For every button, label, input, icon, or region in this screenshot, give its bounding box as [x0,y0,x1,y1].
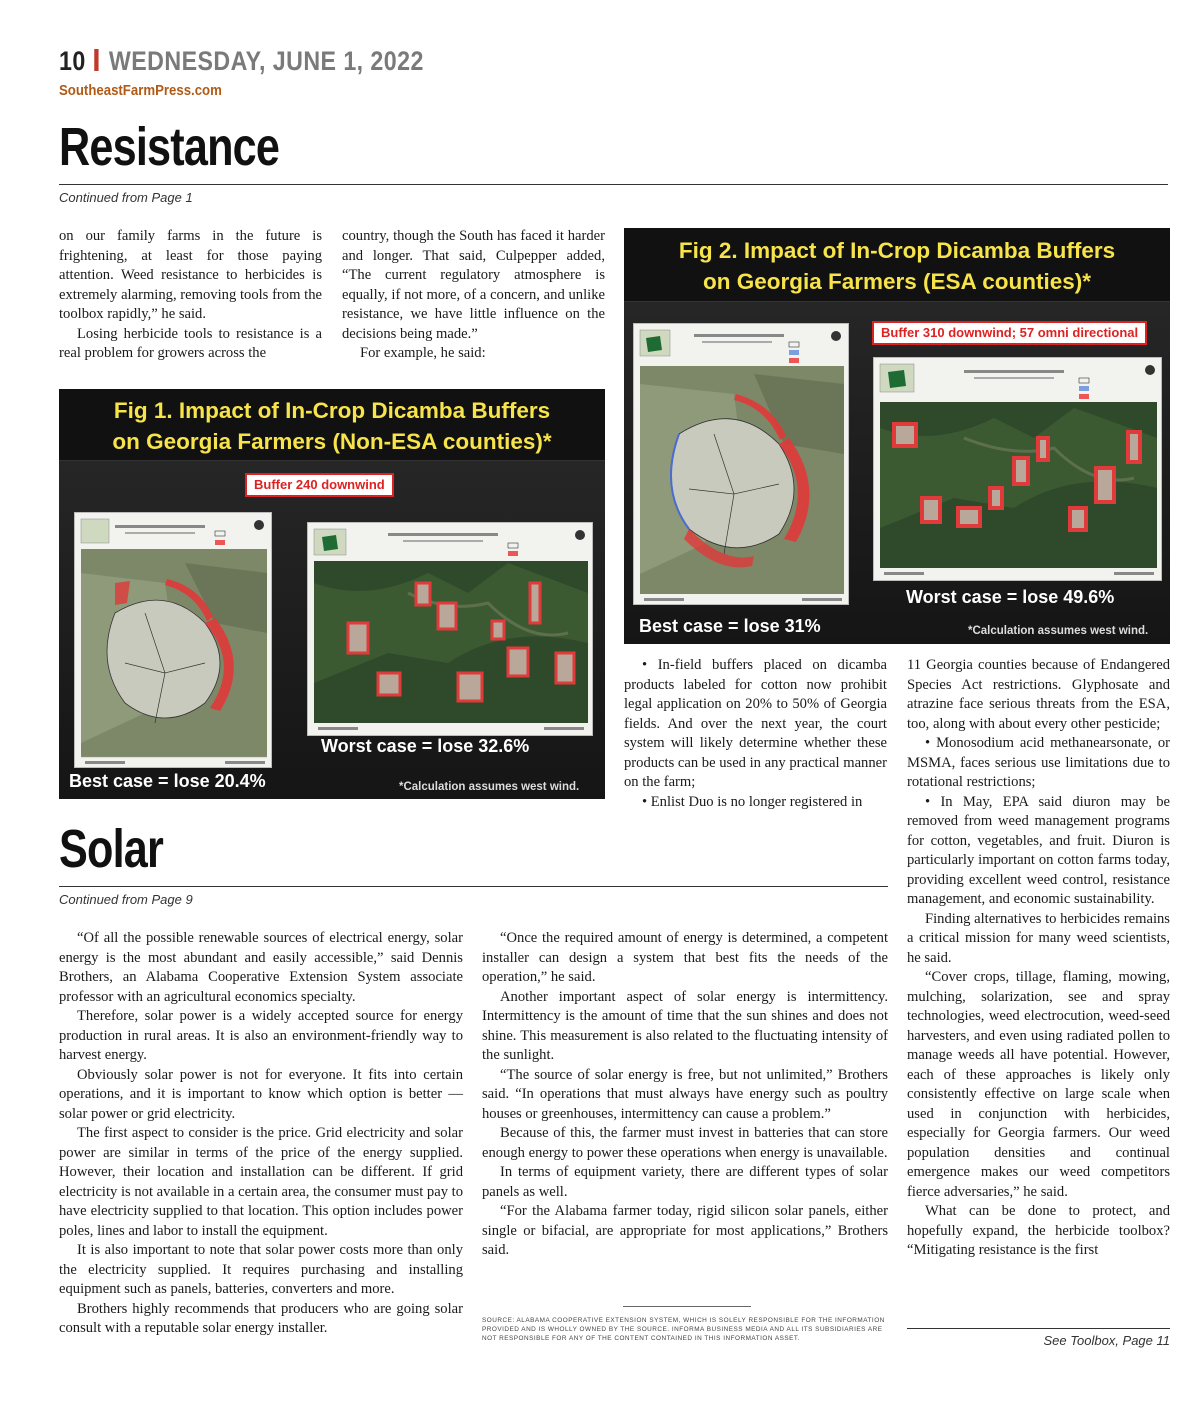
paragraph: Obviously solar power is not for everyone. It fits into certain operations, and it is important to know which option is better — solar power or grid electricity. [59,1066,463,1122]
figure-1-worst-case: Worst case = lose 32.6% [321,736,530,756]
figure-2-title-box [624,228,1170,302]
figure-2-best-case: Best case = lose 31% [639,616,821,636]
figure-1-map-worst [307,522,593,736]
figure-2-map-best [633,323,849,605]
issue-date: WEDNESDAY, JUNE 1, 2022 [108,46,424,76]
paragraph: It is also important to note that solar power costs more than only the electricity supplied. It requires purchasing and installing equipment such as panels, batteries, converters and more. [59,1242,463,1297]
paragraph: 11 Georgia counties because of Endangered Species Act restrictions. Glyphosate and atrazine face serious threats from the ESA, too, along with about every other pesticide; [907,657,1170,732]
paragraph: “Once the required amount of energy is determined, a competent installer can design a system that best fits the needs of the operation,” he said. [482,930,888,985]
page-header [59,46,424,77]
figure-1 [59,389,605,799]
paragraph: Brothers highly recommends that producers who are going solar consult with a reputable solar energy installer. [59,1300,463,1336]
solar-column-2 [482,929,888,1261]
satellite-map-image [75,513,272,768]
figure-2-note: *Calculation assumes west wind. [968,625,1149,637]
resistance-continued: Continued from Page 1 [59,190,193,205]
source-divider [623,1306,751,1307]
figure-1-best-case: Best case = lose 20.4% [69,771,266,791]
paragraph: • In-field buffers placed on dicamba products labeled for cotton now prohibit legal application on 20% to 50% of Georgia fields. And over the next year, the court system will likely determine whether these products can be used in any practical manner on the farm; [624,657,887,790]
figure-2-map-worst [873,357,1162,581]
resistance-column-4 [907,656,1170,1261]
page-number: 10 [59,46,86,76]
paragraph: The first aspect to consider is the price. Grid electricity and solar power are similar in terms of the price of the energy supplied. However, their location and installation can be different. If grid electricity is not available in a certain area, the consumer must pay to have electricity supplied to that location. This option includes power poles, lines and labor to install the equipment. [59,1125,464,1239]
resistance-column-3 [624,656,887,812]
resistance-column-2 [342,227,605,364]
figure-2 [624,228,1170,644]
paragraph: “The source of solar energy is free, but not unlimited,” Brothers said. “In operations that must always have energy such as poultry houses or greenhouses, intermittency can cause a problem.” [482,1066,888,1122]
paragraph: • In May, EPA said diuron may be removed from weed management programs for cotton, vegetables, and fruit. Diuron is particularly important on cotton farms today, providing excellent weed control, resistance management, and economic sustainability. [907,793,1170,907]
paragraph: “For the Alabama farmer today, rigid silicon solar panels, either single or bifacial, are appropriate for most applications,” Brothers said. [482,1203,888,1258]
paragraph: Because of this, the farmer must invest in batteries that can store enough energy to power these operations when energy is unavailable. [482,1125,888,1161]
figure-1-buffer-label: Buffer 240 downwind [245,473,394,497]
solar-column-1 [59,929,463,1339]
paragraph: In terms of equipment variety, there are different types of solar panels as well. [482,1164,888,1200]
figure-1-title-line-1: Fig 1. Impact of In-Crop Dicamba Buffers [113,398,551,423]
solar-continued: Continued from Page 9 [59,892,193,907]
figure-1-note: *Calculation assumes west wind. [399,781,580,793]
paragraph: Finding alternatives to herbicides remains a critical mission for many weed scientists, he said. [907,910,1170,966]
satellite-map-image [308,523,593,736]
satellite-map-image [634,324,849,605]
figure-2-title-line-1: Fig 2. Impact of In-Crop Dicamba Buffers [678,238,1116,263]
paragraph: Another important aspect of solar energy is intermittency. Intermittency is the amount of time that the sun shines and does not shine. This measurement is also related to the fluctuating intensity of the sunlight. [482,988,888,1063]
paragraph: • Enlist Duo is no longer registered in [642,793,863,810]
paragraph: country, though the South has faced it harder and longer. That said, Culpepper added, “The current regulatory atmosphere is equally, if not more, of a concern, and unlike resistance, we have little influence on the decisions being made.” [342,228,605,342]
paragraph: What can be done to protect, and hopefully expand, the herbicide toolbox? “Mitigating resistance is the first [907,1203,1170,1258]
paragraph: For example, he said: [360,345,486,361]
site-name[interactable]: SoutheastFarmPress.com [59,82,222,99]
resistance-column-1 [59,227,322,364]
paragraph: “Of all the possible renewable sources of electrical energy, solar energy is the most abundant and easily accessible,” said Dennis Brothers, an Alabama Cooperative Extension System associate professor with an agricultural economics specialty. [59,930,463,1005]
figure-1-title-box [59,389,605,461]
solar-rule [59,886,888,887]
figure-2-buffer-label: Buffer 310 downwind; 57 omni directional [872,321,1147,345]
see-also-jump[interactable]: See Toolbox, Page 11 [1043,1333,1170,1348]
figure-2-title-line-2: on Georgia Farmers (ESA counties)* [702,269,1091,294]
paragraph: “Cover crops, tillage, flaming, mowing, mulching, solarization, see and spray technologies, weed electrocution, weed-seed harvesters, and even using radiated pollen to manage weeds all have potential. However, each of these approaches is likely only consistently effective on large scale when used in conjunction with herbicides, especially for Georgia farmers. Our weed population densities and continual emergence makes our weed competitors fierce adversaries,” he said. [907,969,1170,1200]
satellite-map-image [874,358,1162,581]
figure-1-map-best [74,512,272,768]
paragraph: Losing herbicide tools to resistance is a real problem for growers across the [59,325,322,361]
figure-2-worst-case: Worst case = lose 49.6% [906,587,1115,607]
paragraph: • Monosodium acid methanearsonate, or MSMA, faces serious use limitations due to rotational restrictions; [907,735,1170,790]
solar-title: Solar [59,819,164,879]
paragraph: on our family farms in the future is frightening, at least for those paying attention. Weed resistance to herbicides is extremely alarming, removing tools from the toolbox rapidly,” he said. [59,228,322,322]
source-note: SOURCE: ALABAMA COOPERATIVE EXTENSION SYSTEM, WHICH IS SOLELY RESPONSIBLE FOR THE INFORMATION PROVIDED AND IS WHOLLY OWNED BY THE SOURCE. INFORMA BUSINESS MEDIA AND ALL ITS SUBSIDIARIES ARE NOT RESPONSIBLE FOR ANY OF THE CONTENT CONTAINED IN THIS INFORMATION ASSET. [482,1317,885,1342]
resistance-title: Resistance [59,117,280,177]
jump-rule [907,1328,1170,1329]
paragraph: Therefore, solar power is a widely accepted source for energy production in rural areas. It is also an environment-friendly way to harvest energy. [59,1008,463,1063]
resistance-rule [59,184,1168,185]
header-divider [94,49,98,71]
figure-1-title-line-2: on Georgia Farmers (Non-ESA counties)* [112,429,552,454]
